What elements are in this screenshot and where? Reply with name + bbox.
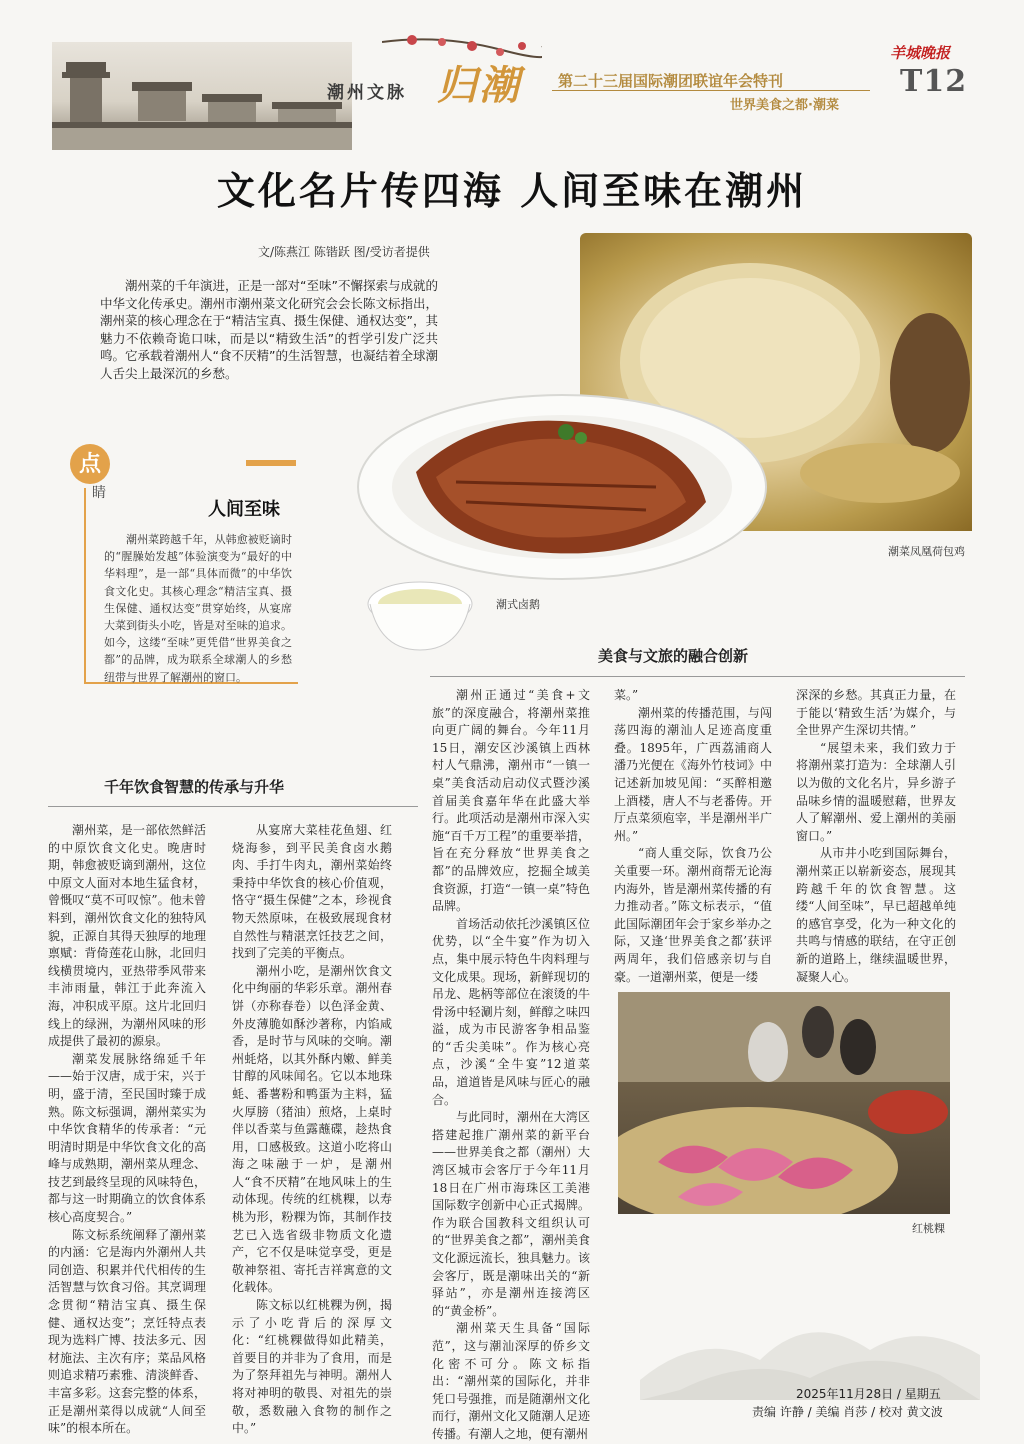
red-peach-cake-photo <box>618 992 950 1214</box>
chicken-caption: 潮菜凤凰荷包鸡 <box>888 545 965 558</box>
article-column-4: 菜。” 潮州菜的传播范围，与闯荡四海的潮汕人足迹高度重叠。1895年，广西荔浦商人潘乃光便在《海外竹枝词》中记述新加坡见闻：“买醉相邀上酒楼，唐人不与老番俦。开厅点菜须庖宰，半是潮州半广州。” “商人重交际，饮食乃公关重要一环。潮州商帮无论海内海外，皆是潮州菜传播的有力推动者。”陈文标表示，“值此国际潮团年会于家乡举办之际，又逢‘世界美食之都’获评两周年，我们倍感亲切与自豪。一道潮州菜，便是一缕 <box>614 688 772 984</box>
section-rule <box>430 676 965 677</box>
issue-date: 2025年11月28日 / 星期五 <box>796 1387 941 1401</box>
article-column-3: 潮州正通过“美食+文旅”的深度融合，将潮州菜推向更广阔的舞台。今年11月15日，潮安区沙溪镇上西林村人气鼎沸，潮州市“一镇一桌”美食活动启动仪式暨沙溪首届美食嘉年华在此盛大举行。此项活动是潮州市深入实施“百千万工程”的重要举措，旨在充分释放“世界美食之都”的品牌效应，挖掘全域美食资源，打造“一镇一桌”特色品牌。 首场活动依托沙溪镇区位优势，以“全牛宴”作为切入点，集中展示特色牛肉料理与文化成果。现场，新鲜现切的吊龙、匙柄等部位在滚烫的牛骨汤中轻涮片刻，鲜醇之味四溢，成为市民游客争相品鉴的“舌尖美味”。作为核心亮点，沙溪“全牛宴”12道菜品，道道皆是风味与匠心的融合。 与此同时，潮州在大湾区搭建起推广潮州菜的新平台——世界美食之都（潮州）大湾区城市会客厅于今年11月18日在广州市海珠区工美港国际数字创新中心正式揭牌。作为联合国教科文组织认可的“世界美食之都”，潮州美食文化源远流长，独具魅力。该会客厅，既是潮味出关的“新驿站”，亦是潮州连接湾区的“黄金桥”。 潮州菜天生具备“国际范”，这与潮汕深厚的侨乡文化密不可分。陈文标指出：“潮州菜的国际化，并非凭口号强推，而是随潮州文化而行，潮州文化又随潮人足迹传播。有潮人之地，便有潮州 <box>432 688 590 1441</box>
braised-goose-plate-photo <box>356 392 768 582</box>
newspaper-masthead: 羊城晚报 <box>890 44 951 62</box>
page-number: T12 <box>900 64 968 99</box>
page-header <box>52 34 972 152</box>
header-rule <box>552 90 870 91</box>
goose-caption: 潮式卤鹅 <box>496 598 540 611</box>
highlight-badge: 点 <box>70 444 110 484</box>
column-name: 潮州文脉 <box>327 83 407 103</box>
sauce-bowl-photo <box>364 572 476 654</box>
section-heading-tourism: 美食与文旅的融合创新 <box>598 647 749 665</box>
highlight-title: 人间至味 <box>208 499 280 520</box>
editor-credits: 责编 许静 / 美编 肖莎 / 校对 黄文波 <box>752 1405 943 1419</box>
cake-caption: 红桃粿 <box>912 1222 945 1235</box>
headline: 文化名片传四海 人间至味在潮州 <box>216 168 808 213</box>
special-edition-sub: 世界美食之都·潮菜 <box>730 98 839 113</box>
special-edition-label: 第二十三届国际潮团联谊年会特刊 <box>558 72 784 90</box>
ink-mountain-decoration <box>640 1240 980 1400</box>
byline: 文/陈燕江 陈锴跃 图/受访者提供 <box>258 245 430 259</box>
highlight-accent-bar <box>246 460 296 466</box>
article-column-5: 深深的乡愁。其真正力量，在于能以‘精致生活’为媒介，与全世界产生深切共情。” “展望未来，我们致力于将潮州菜打造为：全球潮人引以为傲的文化名片，异乡游子品味乡情的温暖慰藉，世界友人了解潮州、爱上潮州的美丽窗口。” 从市井小吃到国际舞台，潮州菜正以崭新姿态，展现其跨越千年的饮食智慧。这缕“人间至味”，早已超越单纯的感官享受，化为一种文化的共鸣与情感的联结，在守正创新的道路上，继续温暖世界，凝聚人心。 <box>796 688 956 984</box>
section-rule <box>48 806 418 807</box>
section-title: 归潮 <box>437 62 521 109</box>
bridge-pavilion-photo <box>52 42 352 150</box>
highlight-badge-sub: 睛 <box>92 485 106 501</box>
article-column-1: 潮州菜，是一部依然鲜活的中原饮食文化史。晚唐时期，韩愈被贬谪到潮州，这位中原文人面对本地生猛食材，曾慨叹“莫不可叹惊”。他未曾料到，潮州饮食文化的独特风貌，正源自其得天独厚的地理禀赋：背倚莲花山脉，北回归线横贯境内，亚热带季风带来丰沛雨量，韩江于此奔流入海，冲积成平原。这片北回归线上的绿洲，为潮州风味的形成提供了最初的源泉。 潮菜发展脉络绵延千年——始于汉唐，成于宋，兴于明，盛于清，至民国时臻于成熟。陈文标强调，潮州菜实为中华饮食精华的传承者：“元明清时期是中华饮食文化的高峰与成熟期，潮州菜从理念、技艺到最终呈现的风味特色，都与这一时期确立的饮食体系核心高度契合。” 陈文标系统阐释了潮州菜的内涵：它是海内外潮州人共同创造、积累并代代相传的生活智慧与饮食习俗。其烹调理念贯彻“精洁宝真、摄生保健、通权达变”；烹饪特点表现为选料广博、技法多元、因材施法、主次有序；菜品风格则追求精巧素雅、清淡鲜香、丰富多彩。这套完整的体系，正是潮州菜得以成就“人间至味”的根本所在。 <box>48 823 206 1436</box>
intro-paragraph: 潮州菜的千年演进，正是一部对“至味”不懈探索与成就的中华文化传承史。潮州市潮州菜文化研究会会长陈文标指出，潮州菜的核心理念在于“精洁宝真、摄生保健、通权达变”，其魅力不依赖奇诡口味，而是以“精致生活”的哲学引发广泛共鸣。它承载着潮州人“食不厌精”的生活智慧，也凝结着全球潮人舌尖上最深沉的乡愁。 <box>100 278 438 381</box>
section-heading-heritage: 千年饮食智慧的传承与升华 <box>104 778 285 796</box>
highlight-text: 潮州菜跨越千年，从韩愈被贬谪时的“腥臊始发越”体验演变为“最好的中华料理”，是一部“具体而微”的中华饮食文化史。其核心理念“精洁宝真、摄生保健、通权达变”贯穿始终，从宴席大菜到街头小吃，皆是对至味的追求。如今，这缕“至味”更凭借“世界美食之都”的品牌，成为联系全球潮人的乡愁纽带与世界了解潮州的窗口。 <box>104 533 292 684</box>
article-column-2: 从宴席大菜桂花鱼翅、红烧海参，到平民美食卤水鹅肉、手打牛肉丸，潮州菜始终秉持中华饮食的核心价值观，恪守“摄生保健”之本，珍视食物天然原味，在极致展现食材自然性与精湛烹饪技艺之间，找到了完美的平衡点。 潮州小吃，是潮州饮食文化中绚丽的华彩乐章。潮州春饼（亦称春卷）以色泽金黄、外皮薄脆如酥沙著称，内馅咸香，是时节与风味的交响。潮州蚝烙，以其外酥内嫩、鲜美甘醇的风味闻名。它以本地珠蚝、番薯粉和鸭蛋为主料，猛火厚膀（猪油）煎烙，上桌时伴以香菜与鱼露蘸碟，趁热食用，口感极致。这道小吃将山海之味融于一炉，是潮州人“食不厌精”在地风味上的生动体现。传统的红桃粿，以寿桃为形，粉粿为饰，其制作技艺已入选省级非物质文化遗产，它不仅是味觉享受，更是敬神祭祖、寄托吉祥寓意的文化载体。 陈文标以红桃粿为例，揭示了小吃背后的深厚文化：“红桃粿做得如此精美，首要目的并非为了食用，而是为了祭拜祖先与神明。潮州人将对神明的敬畏、对祖先的崇敬，悉数融入食物的制作之中。” <box>232 823 392 1436</box>
